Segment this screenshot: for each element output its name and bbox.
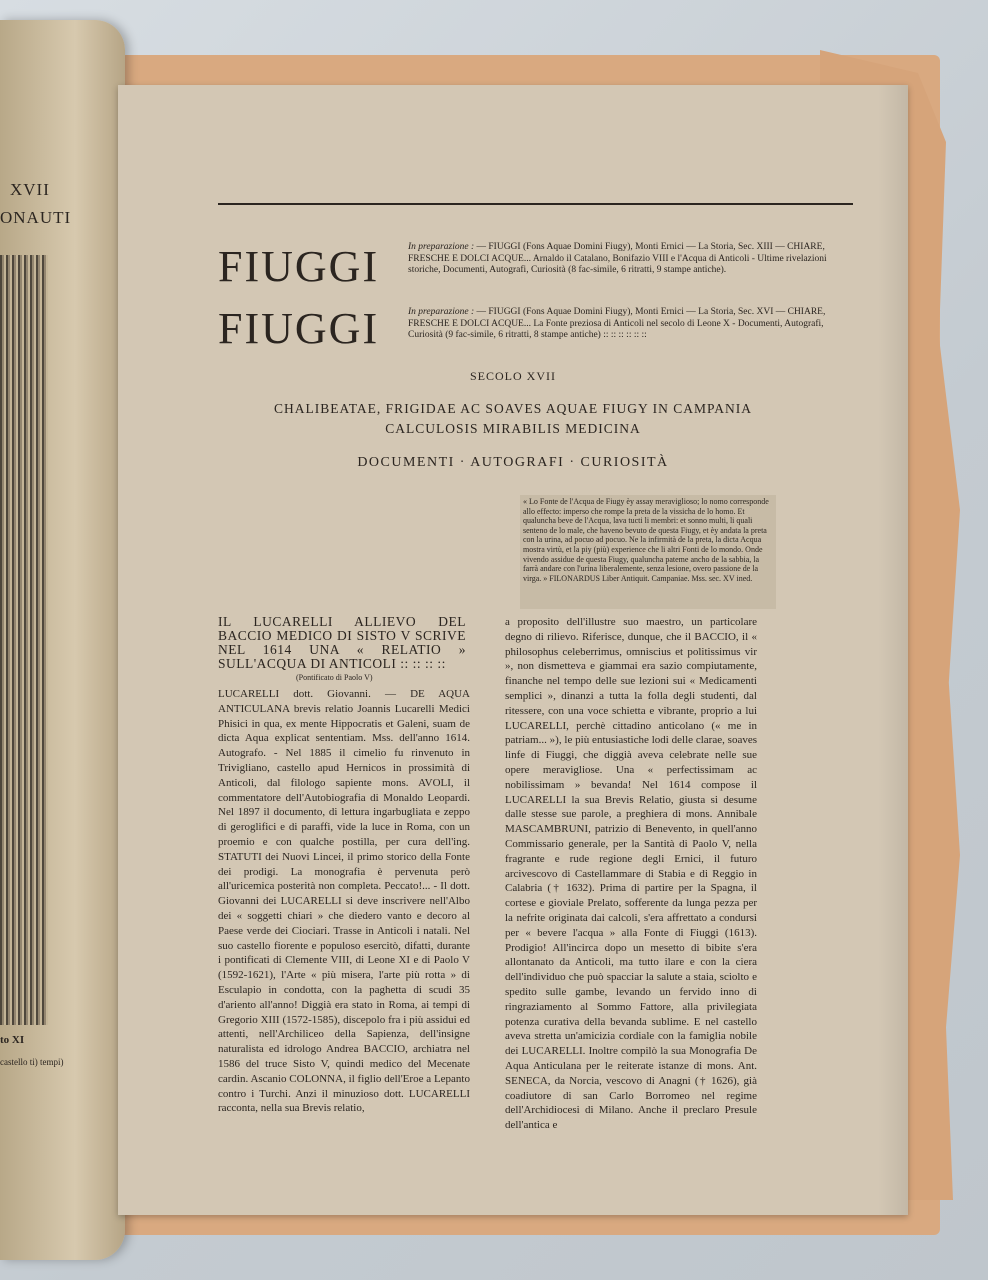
subtitle-line-2: CALCULOSIS MIRABILIS MEDICINA xyxy=(385,421,641,436)
subtitle-line-1: CHALIBEATAE, FRIGIDAE AC SOAVES AQUAE FIUGY IN CAMPANIA xyxy=(274,401,752,416)
left-page-header-2: ONAUTI xyxy=(0,208,72,227)
epigraph-quote: « Lo Fonte de l'Acqua de Fiugy èy assay meraviglioso; lo nomo corresponde allo effecto: imperso che rompe la preta de la vissicha de lo homo. Et qualuncha beve de l'Acqua, lava tucti li membri: et sonno multi, li quali senteno de lo male, che haveno bevuto de questa Fiugy, et èy andata la preta con la urina, ad pocuo ad pocuo. Ne la infirmità de la preta, la dicta Acqua mostra virtù, et la piy (più) experience che li altri Fonti de lo mondo. Onde vivendo assidue de questa Fiugy, qualuncha pateme ancho de la sabbia, la farrà andare con l'urina liberalemente, senza lesione, overo passione de la virga. » FILONARDUS Liber Antiquit. Campaniae. Mss. sec. XV ined. xyxy=(520,495,776,609)
left-caption-title: to XI xyxy=(0,1034,25,1046)
prep-label: In preparazione : xyxy=(408,307,475,317)
pontificate-note: (Pontificato di Paolo V) xyxy=(296,673,373,682)
section-tags: DOCUMENTI · AUTOGRAFI · CURIOSITÀ xyxy=(357,455,669,470)
preparation-note-2 xyxy=(408,307,858,342)
title-line-2: FIUGGI xyxy=(218,304,380,353)
left-facing-page xyxy=(0,20,125,1260)
prep-label: In preparazione : xyxy=(408,242,475,252)
body-column-right: a proposito dell'illustre suo maestro, un particolare degno di rilievo. Riferisce, dunque, che il BACCIO, il « philosophus celeberrimus, omniscius et politissimus vir », non dismetteva e giammai era sazio compiutamente, finanche nel tempo delle sue lezioni sui « Medicamenti semplici », dinanzi a tutta la folla degli studenti, dal ritessere, con una voce schietta e vibrante, proprio a lui LUCARELLI, perchè cittadino anticolano (« me in patriam... »), le più entusiastiche lodi delle clarae, soaves linfe di Fiuggi, che diggià aveva celebrate nelle sue opere meravigliose. Una « perfectissimam ac nobilissimam » bevanda! Nel 1614 compose il LUCARELLI la sua Brevis Relatio, giusta si desume dalle stesse sue parole, a preghiera di mons. Annibale MASCAMBRUNI, patrizio di Benevento, in quell'anno Commissario generale, per la Santità di Paolo V, nella fragrante e rude regione degli Ernici, il futuro arcivescovo di Castellammare di Stabia e di Reggio in Calabria († 1632). Prima di partire per la Spagna, il cortese e gioviale Prelato, sofferente da lunga pezza per la nefrite originata dai calcoli, s'era affrettato a condursi per « bevere l'acqua » alla Fonte di Fiuggi (1613). Prodigio! All'incirca dopo un mesetto di bibite s'era allontanato da Anticoli, ma tutto ilare e con la ciera dell'individuo che può spacciar la salute a staia, sciolto e spedito sulle gambe, levando un fervido inno di ringraziamento al Sommo Fattore, alla privilegiata potenza curativa della bevanda sublime. E nel castello aveva stretta un'amicizia cordiale con la famiglia nobile dei LUCARELLI. Inoltre compilò la sua Monografia De Aqua Anticulana per le reiterate istanze di mons. Ant. SENECA, da Norcia, vescovo di Anagni († 1626), già coadiutore di san Carlo Borromeo nel regime dell'Archidiocesi di Milano. Anche il preclaro Presule dell'antica e xyxy=(505,616,757,1132)
body-column-left: LUCARELLI dott. Giovanni. — DE AQUA ANTICULANA brevis relatio Joannis Lucarelli Medici Phisici in qua, ex mente Hippocratis et Galeni, suam de dicta Aqua explicat sententiam. Mss. dell'anno 1614. Autografo. - Nel 1885 il cimelio fu rinvenuto in Trivigliano, castello apud Hernicos in prossimità di Anticoli, dal filologo sapiente mons. AVOLI, il commentatore dell'Autobiografia di Monaldo Leopardi. Nel 1897 il documento, di lettura ingarbugliata e zeppo di geroglifici e di paraffi, vide la luce in Roma, con un proemio e con qualche postilla, per cura dell'ing. STATUTI dei Nuovi Lincei, il primo storico della Fonte dei prodigi. La monografia è pervenuta però all'uricemica posterità non completa. Peccato!... - Il dott. Giovanni dei LUCARELLI si deve inscrivere nell'Albo dei « soggetti chiari » che diedero vanto e decoro al Paese verde dei Ciociari. Trasse in Anticoli i natali. Nel suo castello fiorente e populoso esercitò, difatti, durante i pontificati di Clemente VIII, di Leone XI e di Paolo V (1592-1621), l'Arte « più misera, l'arte più rotta » di Esculapio in condotta, con la paghetta di scudi 35 d'ariento all'anno! Diggià era stato in Roma, ai tempi di Gregorio XIII (1572-1585), discepolo fra i più assidui ed attenti, nell'Archiliceo della Sapienza, dell'insigne naturalista ed idrologo Andrea BACCIO, archiatra nel 1586 del truce Sisto V, quindi medico del Mecenate cardin. Ascanio COLONNA, il figlio dell'Eroe a Lepanto contro i Turchi. Anzi il minuzioso dott. LUCARELLI racconta, nella sua Brevis relatio, xyxy=(218,688,470,1115)
preparation-note-1 xyxy=(408,242,858,277)
left-page-header: XVII xyxy=(10,180,50,199)
title-line-1: FIUGGI xyxy=(218,242,380,291)
century-heading: SECOLO XVII xyxy=(470,369,556,383)
article-headline: IL LUCARELLI ALLIEVO DEL BACCIO MEDICO DI SISTO V SCRIVE NEL 1614 UNA « RELATIO » SULL'ACQUA DI ANTICOLI :: :: :: :: xyxy=(218,614,466,671)
page-shadow xyxy=(878,85,908,1215)
engraving-image xyxy=(0,255,48,1025)
left-caption-text: castello ti) tempi) xyxy=(0,1057,64,1067)
top-rule xyxy=(218,203,853,205)
prep-text: — FIUGGI (Fons Aquae Domini Fiugy), Monti Ernici — La Storia, Sec. XVI — CHIARE, FRESCHE E DOLCI ACQUE... La Fonte preziosa di Anticoli nel secolo di Leone X - Documenti, Autografi, Curiosità (9 fac-simile, 6 ritratti, 8 stampe antiche) :: :: :: :: :: :: xyxy=(408,307,826,340)
prep-text: — FIUGGI (Fons Aquae Domini Fiugy), Monti Ernici — La Storia, Sec. XIII — CHIARE, FRESCHE E DOLCI ACQUE... Arnaldo il Catalano, Bonifazio VIII e l'Acqua di Anticoli - Ultime rivelazioni storiche, Documenti, Autografi, Curiosità (8 fac-simile, 6 ritratti, 9 stampe antiche). xyxy=(408,242,827,275)
document-page xyxy=(118,85,908,1215)
